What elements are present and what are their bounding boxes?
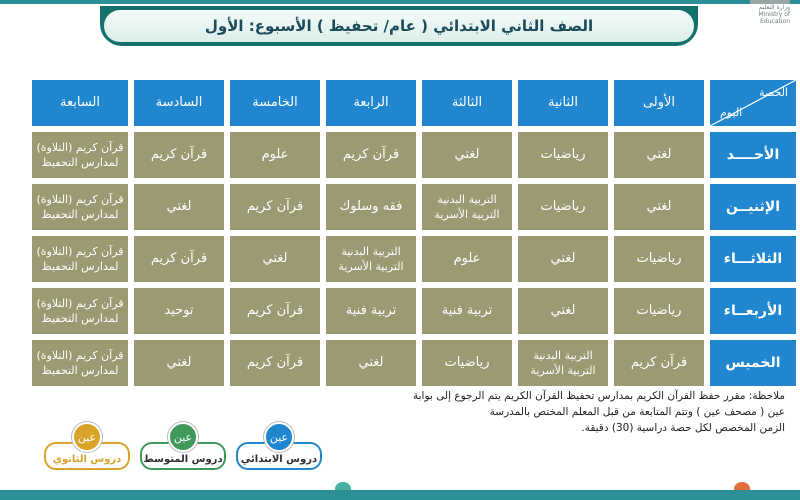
period-header: الأولى bbox=[614, 80, 704, 126]
schedule-row bbox=[32, 340, 796, 386]
subject-cell: لغتي bbox=[614, 184, 704, 230]
day-label: الإثنيــن bbox=[710, 184, 796, 230]
subject-cell: رياضيات bbox=[614, 288, 704, 334]
subject-cell: قرآن كريم bbox=[614, 340, 704, 386]
subject-cell: قرآن كريم bbox=[326, 132, 416, 178]
ein-icon: عين bbox=[264, 422, 294, 452]
badge-label: دروس الثانوي bbox=[44, 442, 130, 470]
corner-cell bbox=[710, 80, 796, 126]
schedule-row bbox=[32, 132, 796, 178]
schedule-row bbox=[32, 288, 796, 334]
corner-label-period: الحصة bbox=[759, 86, 788, 99]
subject-cell: قرآن كريم (التلاوة) لمدارس التحفيظ bbox=[32, 340, 128, 386]
subject-cell: علوم bbox=[422, 236, 512, 282]
subject-cell: قرآن كريم (التلاوة) لمدارس التحفيظ bbox=[32, 132, 128, 178]
subject-cell: لغتي bbox=[134, 340, 224, 386]
notes bbox=[380, 388, 785, 436]
page-title: الصف الثاني الابتدائي ( عام/ تحفيظ ) الأسبوع: الأول bbox=[104, 10, 694, 42]
ein-icon: عين bbox=[72, 422, 102, 452]
subject-cell: قرآن كريم (التلاوة) لمدارس التحفيظ bbox=[32, 288, 128, 334]
subject-cell: لغتي bbox=[614, 132, 704, 178]
subject-cell: علوم bbox=[230, 132, 320, 178]
primary-lessons-link[interactable] bbox=[236, 422, 322, 476]
intermediate-lessons-link[interactable] bbox=[140, 422, 226, 476]
subject-cell: رياضيات bbox=[614, 236, 704, 282]
subject-cell: قرآن كريم bbox=[230, 340, 320, 386]
corner-label-day: اليوم bbox=[720, 106, 743, 119]
period-header: الثالثة bbox=[422, 80, 512, 126]
schedule-table bbox=[26, 74, 800, 392]
top-strip bbox=[0, 0, 800, 4]
badge-label: دروس الابتدائي bbox=[236, 442, 322, 470]
subject-cell: قرآن كريم (التلاوة) لمدارس التحفيظ bbox=[32, 236, 128, 282]
period-header: السادسة bbox=[134, 80, 224, 126]
ein-icon: عين bbox=[168, 422, 198, 452]
subject-cell: لغتي bbox=[518, 288, 608, 334]
period-header: الخامسة bbox=[230, 80, 320, 126]
subject-cell: تربية فنية bbox=[326, 288, 416, 334]
subject-cell: التربية البدنية التربية الأسرية bbox=[422, 184, 512, 230]
subject-cell: فقه وسلوك bbox=[326, 184, 416, 230]
subject-cell: قرآن كريم bbox=[134, 236, 224, 282]
secondary-lessons-link[interactable] bbox=[44, 422, 130, 476]
period-header: الرابعة bbox=[326, 80, 416, 126]
day-label: الأحــــد bbox=[710, 132, 796, 178]
subject-cell: توحيد bbox=[134, 288, 224, 334]
subject-cell: قرآن كريم bbox=[134, 132, 224, 178]
lesson-badges bbox=[44, 422, 324, 482]
badge-label: دروس المتوسط bbox=[140, 442, 226, 470]
subject-cell: لغتي bbox=[422, 132, 512, 178]
schedule-body bbox=[32, 132, 796, 386]
header-row bbox=[32, 80, 796, 126]
subject-cell: التربية البدنية التربية الأسرية bbox=[326, 236, 416, 282]
bottom-strip bbox=[0, 490, 800, 500]
subject-cell: تربية فنية bbox=[422, 288, 512, 334]
note-line: عين ( مصحف عين ) وتتم المتابعة من قبل المعلم المختص بالمدرسة bbox=[489, 406, 785, 418]
note-line: الزمن المخصص لكل حصة دراسية (30) دقيقة. bbox=[581, 422, 785, 434]
period-header: السابعة bbox=[32, 80, 128, 126]
subject-cell: لغتي bbox=[230, 236, 320, 282]
subject-cell: رياضيات bbox=[518, 132, 608, 178]
day-label: الخميس bbox=[710, 340, 796, 386]
ministry-name-en: Ministry of Education bbox=[758, 11, 790, 25]
subject-cell: قرآن كريم bbox=[230, 184, 320, 230]
subject-cell: رياضيات bbox=[422, 340, 512, 386]
day-label: الأربعــاء bbox=[710, 288, 796, 334]
schedule-row bbox=[32, 236, 796, 282]
subject-cell: التربية البدنية التربية الأسرية bbox=[518, 340, 608, 386]
subject-cell: قرآن كريم (التلاوة) لمدارس التحفيظ bbox=[32, 184, 128, 230]
schedule-row bbox=[32, 184, 796, 230]
period-header: الثانية bbox=[518, 80, 608, 126]
ministry-logo bbox=[728, 0, 790, 25]
title-banner bbox=[100, 6, 698, 46]
subject-cell: رياضيات bbox=[518, 184, 608, 230]
note-line: ملاحظة: مقرر حفظ القرآن الكريم بمدارس تحفيظ القرآن الكريم يتم الرجوع إلى بوابة bbox=[412, 390, 785, 402]
subject-cell: لغتي bbox=[134, 184, 224, 230]
subject-cell: لغتي bbox=[518, 236, 608, 282]
day-label: الثلاثـــاء bbox=[710, 236, 796, 282]
subject-cell: لغتي bbox=[326, 340, 416, 386]
subject-cell: قرآن كريم bbox=[230, 288, 320, 334]
ministry-name-ar: وزارة التعليم bbox=[758, 4, 790, 11]
